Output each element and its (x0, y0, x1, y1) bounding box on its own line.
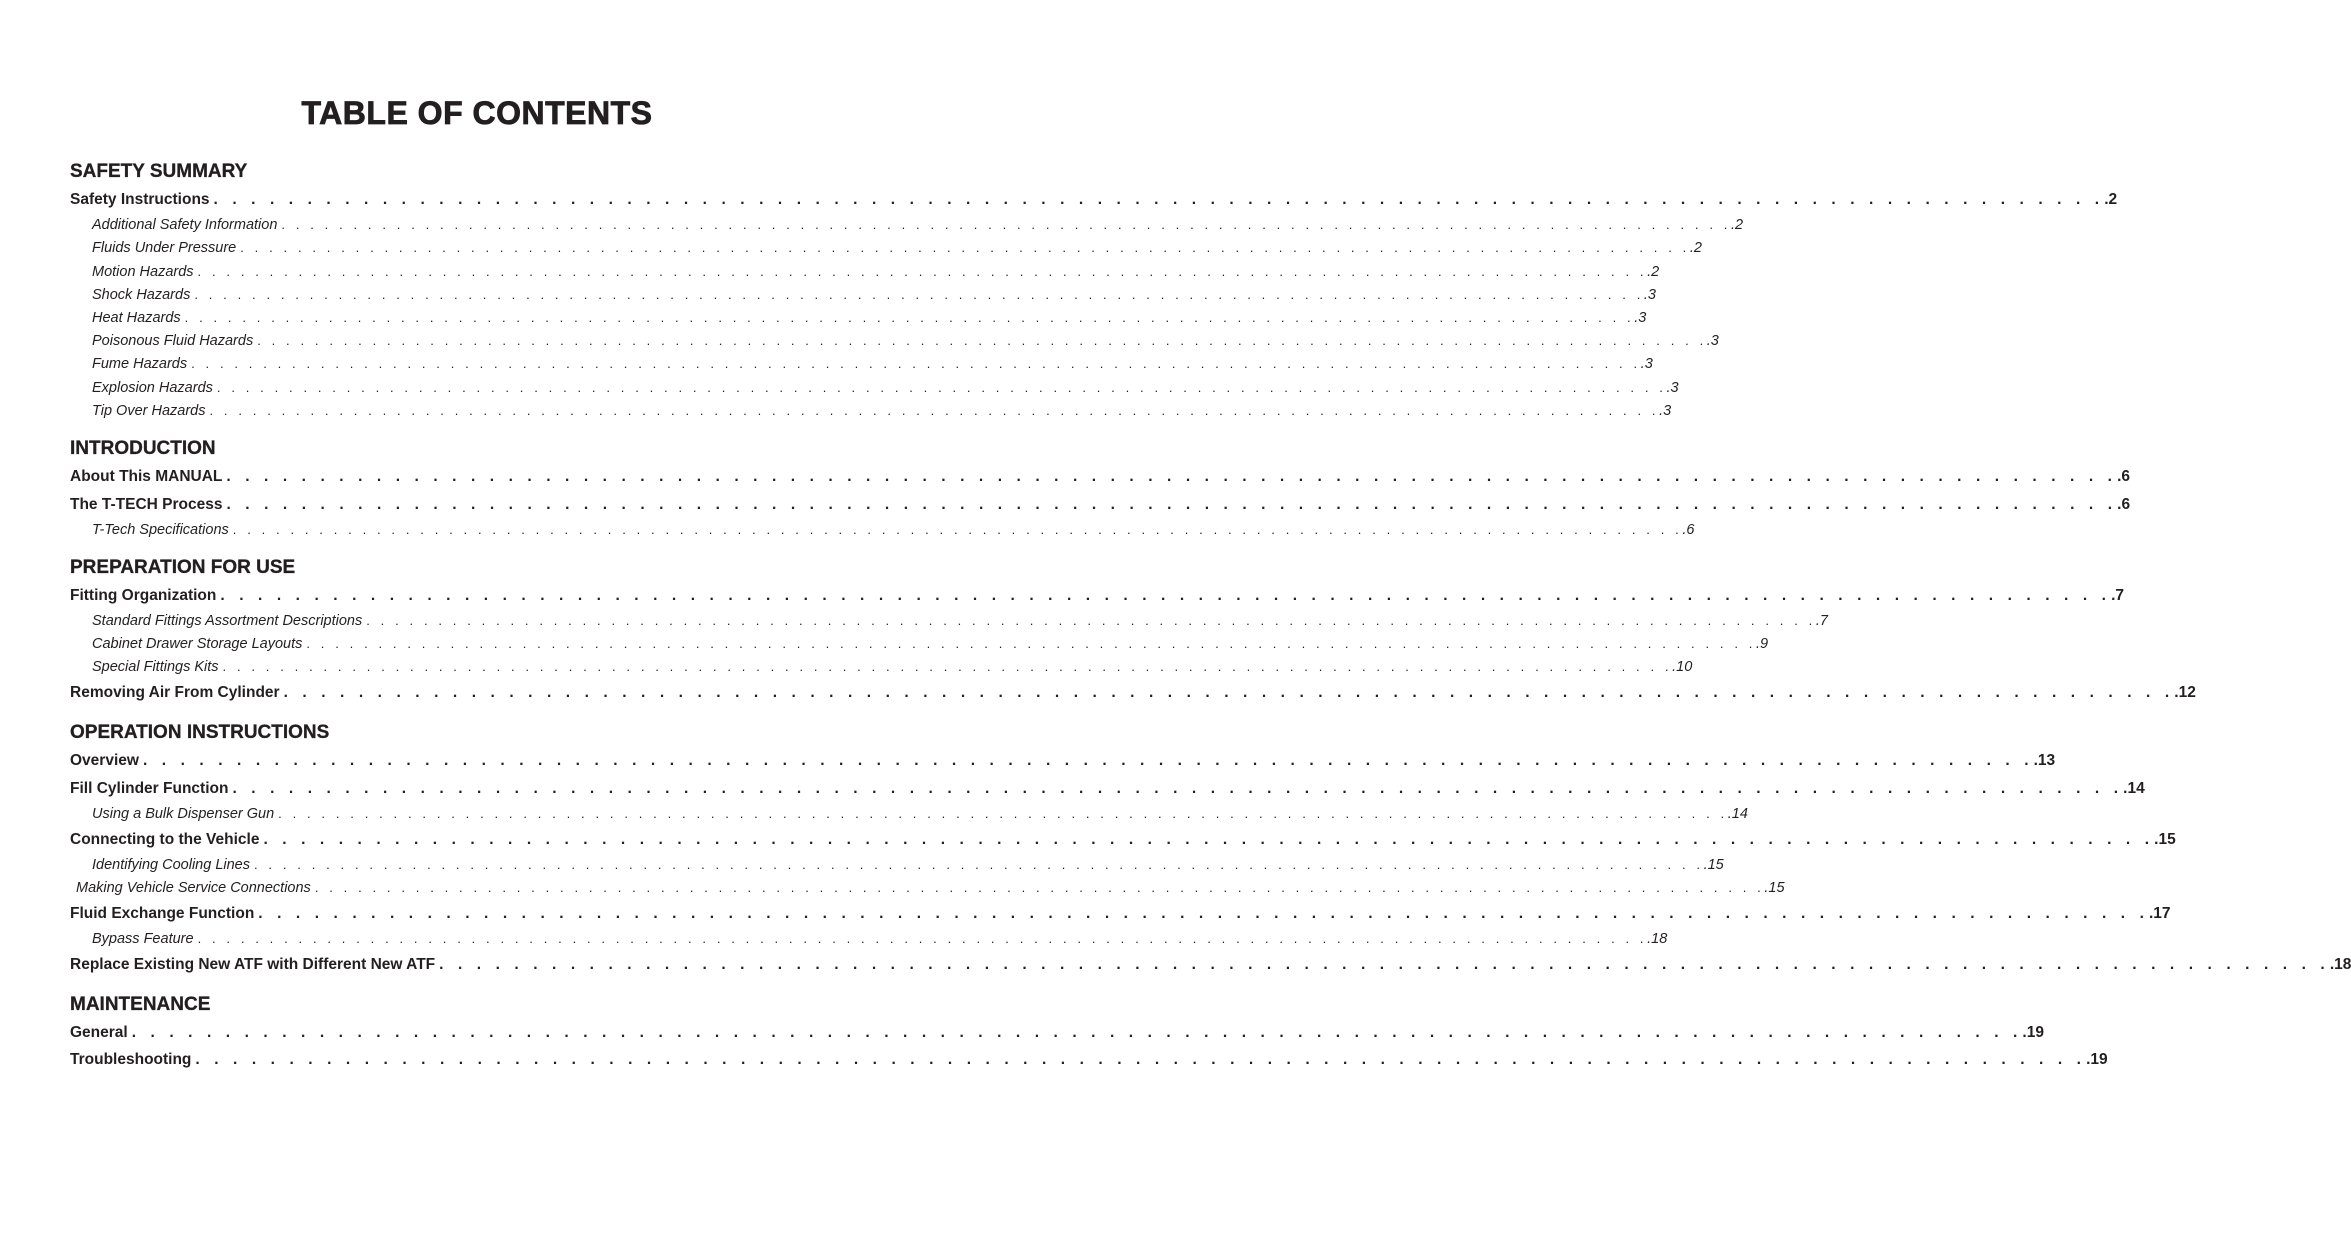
page-number: .14 (2123, 780, 2145, 797)
toc-subentry[interactable] (70, 216, 1744, 234)
entry-title: Connecting to the Vehicle (70, 831, 260, 848)
entry-title: Removing Air From Cylinder (70, 684, 280, 701)
toc-subentry[interactable] (70, 805, 1748, 823)
toc-subentry[interactable] (70, 658, 1693, 676)
page-number: .15 (1703, 857, 1724, 873)
page-number: .10 (1672, 659, 1693, 675)
toc-entry[interactable] (70, 683, 2196, 703)
dot-leader: . . . . . . . . . . . . . . . . . . . . . . . . . . . . . . . . . . . . . . . . . . . . . . . . . . . . . . . . . . . . . . . . . . . . . . . . . . . . . . . . . . . . . . . . . . . . . . . . . . . . . (222, 659, 1673, 674)
section-heading: OPERATION INSTRUCTIONS (70, 722, 330, 743)
section-heading: PREPARATION FOR USE (70, 557, 296, 578)
toc-entry[interactable] (70, 586, 2124, 606)
page-number: .12 (2174, 684, 2196, 701)
toc-subentry[interactable] (70, 309, 1647, 327)
entry-title: Fluid Exchange Function (70, 905, 255, 922)
dot-leader: . . . . . . . . . . . . . . . . . . . . . . . . . . . . . . . . . . . . . . . . . . . . . . . . . . . . . . . . . . . . . . . . . . . . . . . . . . . . . . . . . . . . . . . . . . . . . . . . . . . . . (258, 905, 2149, 922)
dot-leader: . . . . . . . . . . . . . . . . . . . . . . . . . . . . . . . . . . . . . . . . . . . . . . . . . . . . . . . . . . . . . . . . . . . . . . . . . . . . . . . . . . . . . . . . . . . . . . . . . . . . . (281, 217, 1731, 232)
toc-entry[interactable] (70, 1023, 2044, 1043)
page-number: .3 (1643, 287, 1656, 303)
entry-title: The T-TECH Process (70, 496, 223, 513)
dot-leader: . . . . . . . . . . . . . . . . . . . . . . . . . . . . . . . . . . . . . . . . . . . . . . . . . . . . . . . . . . . . . . . . . . . . . . . . . . . . . . . . . . . . . . . . . . . . . . . . . . . . . (240, 240, 1690, 255)
toc-subentry[interactable] (70, 856, 1724, 874)
page-number: .15 (1764, 880, 1785, 896)
dot-leader: . . . . . . . . . . . . . . . . . . . . . . . . . . . . . . . . . . . . . . . . . . . . . . . . . . . . . . . . . . . . . . . . . . . . . . . . . . . . . . . . . . . . . . . . . . . . . . . . . . . . . (314, 880, 1765, 895)
entry-title: Poisonous Fluid Hazards (92, 333, 254, 349)
toc-subentry[interactable] (70, 402, 1672, 420)
entry-title: Bypass Feature (92, 931, 194, 947)
entry-title: Overview (70, 752, 139, 769)
page-number: .19 (2022, 1024, 2044, 1041)
dot-leader: . . . . . . . . . . . . . . . . . . . . . . . . . . . . . . . . . . . . . . . . . . . . . . . . . . . . . . . . . . . . . . . . . . . . . . . . . . . . . . . . . . . . . . . . . . . . . . . . . . . . . (195, 1051, 2087, 1068)
dot-leader: . . . . . . . . . . . . . . . . . . . . . . . . . . . . . . . . . . . . . . . . . . . . . . . . . . . . . . . . . . . . . . . . . . . . . . . . . . . . . . . . . . . . . . . . . . . . . . . . . . . . . (209, 403, 1660, 418)
toc-entry[interactable] (70, 751, 2056, 771)
dot-leader: . . . . . . . . . . . . . . . . . . . . . . . . . . . . . . . . . . . . . . . . . . . . . . . . . . . . . . . . . . . . . . . . . . . . . . . . . . . . . . . . . . . . . . . . . . . . . . . . . . . . . (306, 636, 1756, 651)
page-number: .3 (1659, 403, 1672, 419)
page-number: .2 (1730, 217, 1744, 233)
toc-entry[interactable] (70, 190, 2118, 210)
page-number: .6 (2117, 496, 2131, 513)
toc-subentry[interactable] (70, 332, 1719, 350)
toc-subentry[interactable] (70, 239, 1702, 257)
entry-title: Troubleshooting (70, 1051, 192, 1068)
toc-entry[interactable] (70, 779, 2145, 799)
dot-leader: . . . . . . . . . . . . . . . . . . . . . . . . . . . . . . . . . . . . . . . . . . . . . . . . . . . . . . . . . . . . . . . . . . . . . . . . . . . . . . . . . . . . . . . . . . . . . . . . . . . . . (197, 264, 1648, 279)
page-number: .15 (2154, 831, 2176, 848)
dot-leader: . . . . . . . . . . . . . . . . . . . . . . . . . . . . . . . . . . . . . . . . . . . . . . . . . . . . . . . . . . . . . . . . . . . . . . . . . . . . . . . . . . . . . . . . . . . . . . . . . . . . . (220, 587, 2112, 604)
toc-subentry[interactable] (70, 612, 1828, 630)
page-number: .18 (1647, 931, 1668, 947)
toc-entry[interactable] (70, 904, 2171, 924)
page-title: TABLE OF CONTENTS (301, 95, 653, 131)
entry-title: T-Tech Specifications (92, 522, 229, 538)
dot-leader: . . . . . . . . . . . . . . . . . . . . . . . . . . . . . . . . . . . . . . . . . . . . . . . . . . . . . . . . . . . . . . . . . . . . . . . . . . . . . . . . . . . . . . . . . . . . . . . . . . . . . (283, 684, 2175, 701)
dot-leader: . . . . . . . . . . . . . . . . . . . . . . . . . . . . . . . . . . . . . . . . . . . . . . . . . . . . . . . . . . . . . . . . . . . . . . . . . . . . . . . . . . . . . . . . . . . . . . . . . . . . . (226, 496, 2118, 513)
entry-title: Fume Hazards (92, 356, 188, 372)
page-number: .2 (1689, 240, 1702, 256)
toc-entry[interactable] (70, 830, 2176, 850)
entry-title: Special Fittings Kits (92, 659, 219, 675)
dot-leader: . . . . . . . . . . . . . . . . . . . . . . . . . . . . . . . . . . . . . . . . . . . . . . . . . . . . . . . . . . . . . . . . . . . . . . . . . . . . . . . . . . . . . . . . . . . . . . . . . . . . . (184, 310, 1635, 325)
entry-title: Standard Fittings Assortment Descriptions (92, 613, 363, 629)
dot-leader: . . . . . . . . . . . . . . . . . . . . . . . . . . . . . . . . . . . . . . . . . . . . . . . . . . . . . . . . . . . . . . . . . . . . . . . . . . . . . . . . . . . . . . . . . . . . . . . . . . . . . (263, 831, 2155, 848)
page-number: .3 (1640, 356, 1653, 372)
entry-title: Fitting Organization (70, 587, 217, 604)
toc-entry[interactable] (70, 467, 2131, 487)
dot-leader: . . . . . . . . . . . . . . . . . . . . . . . . . . . . . . . . . . . . . . . . . . . . . . . . . . . . . . . . . . . . . . . . . . . . . . . . . . . . . . . . . . . . . . . . . . . . . . . . . . . . . (232, 780, 2124, 797)
toc-subentry[interactable] (70, 263, 1660, 281)
page-number: .7 (2111, 587, 2124, 604)
page-number: .19 (2086, 1051, 2108, 1068)
page-number: .3 (1666, 380, 1679, 396)
entry-title: General (70, 1024, 128, 1041)
dot-leader: . . . . . . . . . . . . . . . . . . . . . . . . . . . . . . . . . . . . . . . . . . . . . . . . . . . . . . . . . . . . . . . . . . . . . . . . . . . . . . . . . . . . . . . . . . . . . . . . . . . . . (197, 931, 1648, 946)
page-number: .18 (2329, 956, 2351, 973)
toc-subentry[interactable] (70, 930, 1668, 948)
entry-title: Making Vehicle Service Connections (76, 880, 311, 896)
entry-title: Fluids Under Pressure (92, 240, 237, 256)
table-of-contents (70, 0, 2351, 1235)
entry-title: About This MANUAL (70, 468, 223, 485)
toc-entry[interactable] (70, 955, 2351, 975)
page-number: .13 (2033, 752, 2056, 769)
entry-title: Explosion Hazards (92, 380, 213, 396)
page-number: .14 (1727, 806, 1748, 822)
entry-title: Fill Cylinder Function (70, 780, 229, 797)
dot-leader: . . . . . . . . . . . . . . . . . . . . . . . . . . . . . . . . . . . . . . . . . . . . . . . . . . . . . . . . . . . . . . . . . . . . . . . . . . . . . . . . . . . . . . . . . . . . . . . . . . . . . (213, 191, 2105, 208)
toc-subentry[interactable] (70, 635, 1769, 653)
entry-title: Additional Safety Information (92, 217, 278, 233)
toc-entry[interactable] (70, 1050, 2108, 1070)
toc-subentry[interactable] (70, 355, 1653, 373)
dot-leader: . . . . . . . . . . . . . . . . . . . . . . . . . . . . . . . . . . . . . . . . . . . . . . . . . . . . . . . . . . . . . . . . . . . . . . . . . . . . . . . . . . . . . . . . . . . . . . . . . . . . . (216, 380, 1667, 395)
page-number: .6 (1682, 522, 1695, 538)
dot-leader: . . . . . . . . . . . . . . . . . . . . . . . . . . . . . . . . . . . . . . . . . . . . . . . . . . . . . . . . . . . . . . . . . . . . . . . . . . . . . . . . . . . . . . . . . . . . . . . . . . . . . (194, 287, 1644, 302)
dot-leader: . . . . . . . . . . . . . . . . . . . . . . . . . . . . . . . . . . . . . . . . . . . . . . . . . . . . . . . . . . . . . . . . . . . . . . . . . . . . . . . . . . . . . . . . . . . . . . . . . . . . . (142, 752, 2034, 769)
entry-title: Heat Hazards (92, 310, 181, 326)
section-heading: INTRODUCTION (70, 438, 216, 459)
dot-leader: . . . . . . . . . . . . . . . . . . . . . . . . . . . . . . . . . . . . . . . . . . . . . . . . . . . . . . . . . . . . . . . . . . . . . . . . . . . . . . . . . . . . . . . . . . . . . . . . . . . . . (366, 613, 1816, 628)
entry-title: Safety Instructions (70, 191, 210, 208)
toc-entry[interactable] (70, 495, 2131, 515)
page-number: .6 (2117, 468, 2131, 485)
page-number: .9 (1755, 636, 1769, 652)
page-number: .3 (1634, 310, 1647, 326)
section-heading: SAFETY SUMMARY (70, 161, 248, 182)
entry-title: Shock Hazards (92, 287, 191, 303)
section-heading: MAINTENANCE (70, 994, 211, 1015)
dot-leader: . . . . . . . . . . . . . . . . . . . . . . . . . . . . . . . . . . . . . . . . . . . . . . . . . . . . . . . . . . . . . . . . . . . . . . . . . . . . . . . . . . . . . . . . . . . . . . . . . . . . . (131, 1024, 2023, 1041)
dot-leader: . . . . . . . . . . . . . . . . . . . . . . . . . . . . . . . . . . . . . . . . . . . . . . . . . . . . . . . . . . . . . . . . . . . . . . . . . . . . . . . . . . . . . . . . . . . . . . . . . . . . . (278, 806, 1728, 821)
entry-title: Tip Over Hazards (92, 403, 206, 419)
page-number: .7 (1815, 613, 1828, 629)
page-number: .2 (2104, 191, 2118, 208)
toc-subentry[interactable] (70, 521, 1695, 539)
dot-leader: . . . . . . . . . . . . . . . . . . . . . . . . . . . . . . . . . . . . . . . . . . . . . . . . . . . . . . . . . . . . . . . . . . . . . . . . . . . . . . . . . . . . . . . . . . . . . . . . . . . . . (439, 956, 2330, 973)
page-number: .17 (2148, 905, 2171, 922)
page-number: .3 (1706, 333, 1719, 349)
dot-leader: . . . . . . . . . . . . . . . . . . . . . . . . . . . . . . . . . . . . . . . . . . . . . . . . . . . . . . . . . . . . . . . . . . . . . . . . . . . . . . . . . . . . . . . . . . . . . . . . . . . . . (232, 522, 1683, 537)
dot-leader: . . . . . . . . . . . . . . . . . . . . . . . . . . . . . . . . . . . . . . . . . . . . . . . . . . . . . . . . . . . . . . . . . . . . . . . . . . . . . . . . . . . . . . . . . . . . . . . . . . . . . (191, 356, 1641, 371)
page-number: .2 (1647, 264, 1660, 280)
entry-title: Motion Hazards (92, 264, 194, 280)
entry-title: Identifying Cooling Lines (92, 857, 250, 873)
toc-subentry[interactable] (70, 379, 1679, 397)
toc-subentry[interactable] (70, 879, 1785, 897)
dot-leader: . . . . . . . . . . . . . . . . . . . . . . . . . . . . . . . . . . . . . . . . . . . . . . . . . . . . . . . . . . . . . . . . . . . . . . . . . . . . . . . . . . . . . . . . . . . . . . . . . . . . . (257, 333, 1707, 348)
dot-leader: . . . . . . . . . . . . . . . . . . . . . . . . . . . . . . . . . . . . . . . . . . . . . . . . . . . . . . . . . . . . . . . . . . . . . . . . . . . . . . . . . . . . . . . . . . . . . . . . . . . . . (226, 468, 2118, 485)
entry-title: Replace Existing New ATF with Different New ATF (70, 956, 436, 973)
entry-title: Using a Bulk Dispenser Gun (92, 806, 275, 822)
dot-leader: . . . . . . . . . . . . . . . . . . . . . . . . . . . . . . . . . . . . . . . . . . . . . . . . . . . . . . . . . . . . . . . . . . . . . . . . . . . . . . . . . . . . . . . . . . . . . . . . . . . . . (254, 857, 1704, 872)
toc-subentry[interactable] (70, 286, 1656, 304)
entry-title: Cabinet Drawer Storage Layouts (92, 636, 303, 652)
